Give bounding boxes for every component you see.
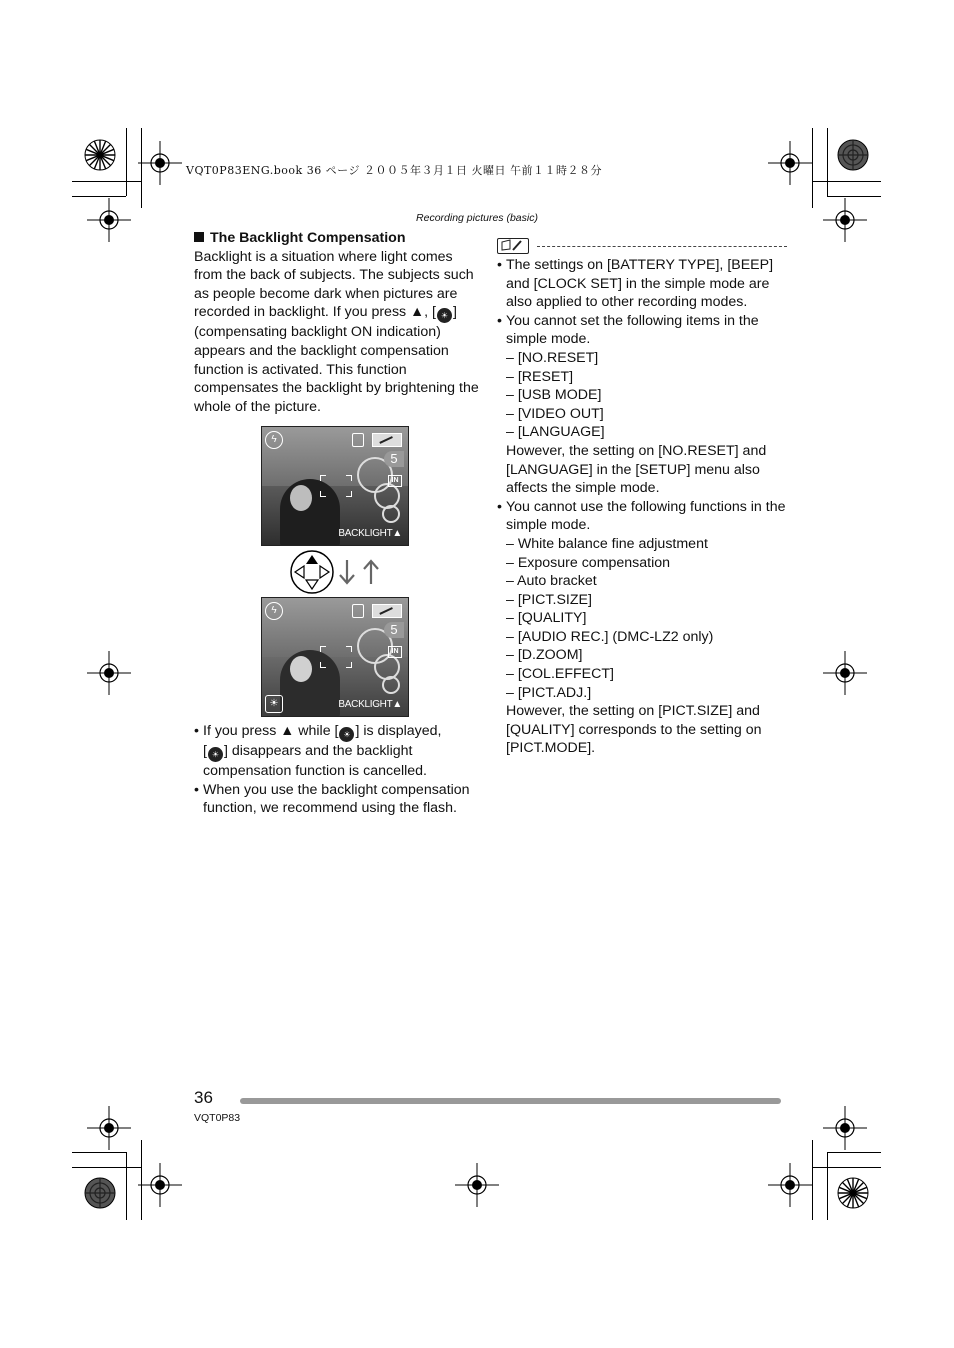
cannot-use-list — [497, 535, 787, 702]
list-item: – [VIDEO OUT] — [506, 405, 604, 422]
internal-memory-icon: IN — [388, 646, 402, 658]
section-heading: The Backlight Compensation — [194, 229, 479, 248]
left-bullets — [194, 722, 479, 818]
list-item: – [NO.RESET] — [506, 349, 599, 366]
list-item: – [COL.EFFECT] — [506, 666, 614, 683]
list-item: – [PICT.ADJ.] — [506, 684, 592, 701]
list-item: – [PICT.SIZE] — [506, 591, 592, 608]
backlight-icon: ☀ — [339, 727, 354, 742]
square-bullet-icon — [194, 232, 204, 242]
backlight-icon: ☀ — [437, 308, 452, 323]
list-item: – [D.ZOOM] — [506, 647, 583, 664]
list-item: – [AUDIO REC.] (DMC-LZ2 only) — [506, 628, 714, 645]
cursor-button-icon — [289, 548, 385, 596]
note-divider — [537, 246, 787, 247]
list-item: – [USB MODE] — [506, 387, 602, 404]
list-item: – [RESET] — [506, 368, 574, 385]
frame-icon — [352, 433, 364, 447]
list-item: – White balance fine adjustment — [506, 535, 708, 552]
remaining-shots: 5 — [384, 451, 404, 467]
note-cannot-set: • You cannot set the following items in the simple mode. — [497, 312, 787, 349]
bullet-flash: • When you use the backlight compensation function, we recommend using the flash. — [194, 781, 479, 818]
battery-icon — [372, 433, 402, 447]
left-column — [194, 229, 479, 416]
note-icon — [497, 238, 529, 254]
footer-rule — [240, 1098, 781, 1104]
note-settings-applied: • The settings on [BATTERY TYPE], [BEEP] and [CLOCK SET] in the simple mode are also applied to other recording modes. — [497, 256, 787, 312]
battery-icon — [372, 604, 402, 618]
list-item: – [QUALITY] — [506, 610, 587, 627]
flash-icon: ϟ — [265, 602, 283, 620]
lcd-screen-before — [261, 426, 409, 546]
running-head: Recording pictures (basic) — [416, 212, 538, 224]
frame-icon — [352, 604, 364, 618]
lcd-screen-after — [261, 597, 409, 717]
cannot-set-list — [497, 349, 787, 442]
backlight-icon: ☀ — [208, 747, 223, 762]
backlight-label: BACKLIGHT▲ — [338, 699, 402, 710]
right-column — [497, 236, 787, 758]
page-number: 36 — [194, 1088, 213, 1107]
note-cannot-use: • You cannot use the following functions in the simple mode. — [497, 498, 787, 535]
backlight-icon: ☀ — [265, 695, 283, 713]
list-item: – Exposure compensation — [506, 554, 671, 571]
flash-icon: ϟ — [265, 431, 283, 449]
note-header — [497, 236, 787, 256]
list-item: – [LANGUAGE] — [506, 424, 605, 441]
note-pict-mode: However, the setting on [PICT.SIZE] and [QUALITY] corresponds to the setting on [PICT.MODE]. — [506, 703, 762, 757]
model-code: VQT0P83 — [194, 1112, 241, 1124]
print-header: VQT0P83ENG.book 36 ページ ２００５年３月１日 火曜日 午前１１時２８分 — [186, 164, 602, 177]
internal-memory-icon: IN — [388, 475, 402, 487]
list-item: – Auto bracket — [506, 573, 597, 590]
note-reset-language: However, the setting on [NO.RESET] and [LANGUAGE] in the [SETUP] menu also affects the simple mode. — [506, 442, 767, 497]
intro-paragraph: Backlight is a situation where light comes from the back of subjects. The subjects such as people become dark when pictures are recorded in backlight. If you press ▲, [ ☀ ] (compensating backlight ON indication) appears and the backlight compensation function is activated. This function compensates the backlight by brightening the whole of the picture. — [194, 248, 479, 415]
backlight-label: BACKLIGHT▲ — [338, 528, 402, 539]
remaining-shots: 5 — [384, 622, 404, 638]
af-area — [320, 475, 352, 497]
af-area — [320, 646, 352, 668]
bullet-cancel: • If you press ▲ while [ ☀ ] is displayed, [ ☀ ] disappears and the backlight compensation function is cancelled. — [194, 722, 479, 781]
